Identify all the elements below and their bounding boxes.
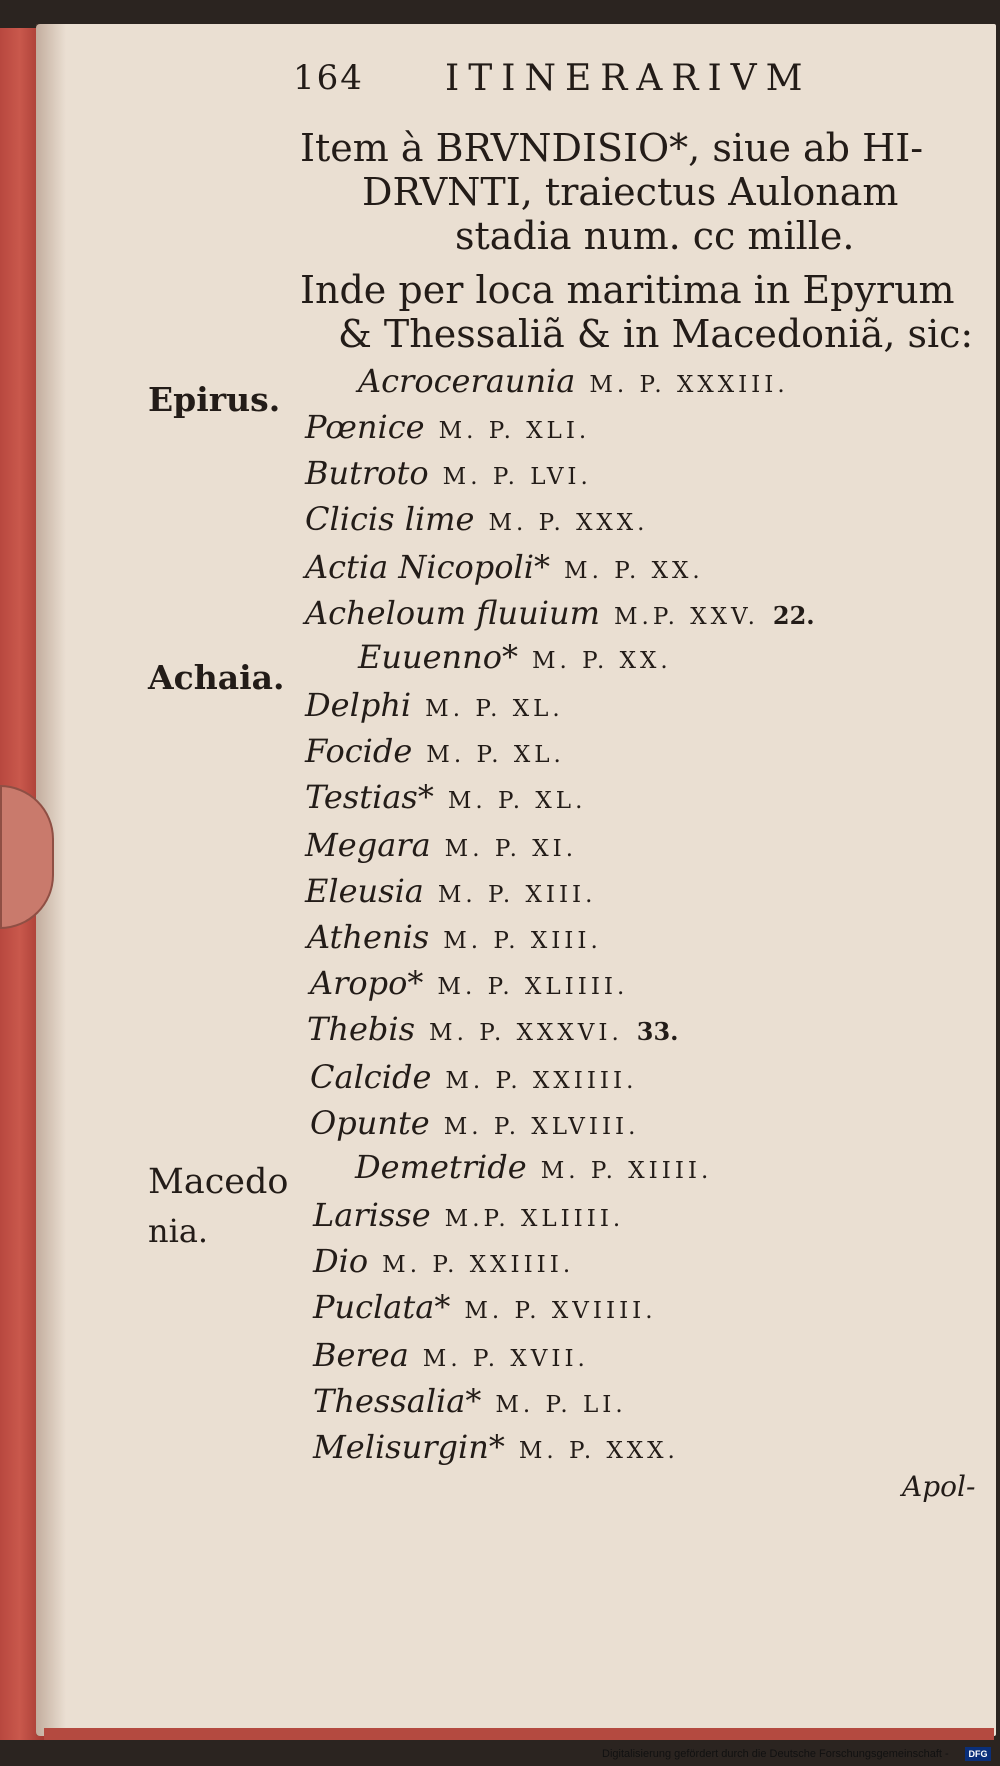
itinerary-entry — [313, 1382, 627, 1420]
intro-line: & Thessaliã & in Macedoniã, sic: — [338, 312, 974, 356]
dfg-logo: DFG — [965, 1747, 991, 1761]
place-name: Thebis — [307, 1010, 416, 1048]
distance: M. P. XXX. — [488, 510, 649, 536]
itinerary-entry — [310, 964, 628, 1002]
margin-note: 33. — [636, 1017, 679, 1046]
place-name: Megara — [305, 826, 431, 864]
place-name: Focide — [305, 732, 413, 770]
place-name: Dio — [313, 1242, 369, 1280]
distance: M. P. XIII. — [443, 928, 602, 954]
distance: M.P. XXV. — [613, 604, 759, 630]
intro-line: DRVNTI, traiectus Aulonam — [362, 170, 899, 214]
region-label-macedonia: Macedo — [148, 1162, 289, 1202]
place-name: Calcide — [310, 1058, 432, 1096]
distance: M.P. XLIIII. — [444, 1206, 625, 1232]
page-number: 164 — [293, 58, 364, 98]
place-name: Aropo* — [310, 964, 424, 1002]
intro-line: Inde per loca maritima in Epyrum — [300, 268, 955, 312]
place-name: Delphi — [305, 686, 412, 724]
distance: M. P. XL. — [425, 696, 564, 722]
itinerary-entry — [313, 1336, 589, 1374]
itinerary-entry — [355, 1148, 712, 1186]
itinerary-entry — [305, 732, 565, 770]
distance: M. P. XX. — [564, 558, 704, 584]
distance: M. P. XXIIII. — [382, 1252, 575, 1278]
itinerary-entry — [305, 686, 564, 724]
itinerary-entry — [310, 1058, 637, 1096]
bottom-red-edge — [44, 1728, 994, 1740]
itinerary-entry — [305, 500, 649, 538]
distance: M. P. XLVIII. — [443, 1114, 640, 1140]
distance: M. P. XI. — [444, 836, 578, 862]
region-label-achaia: Achaia. — [148, 658, 285, 697]
itinerary-entry — [307, 1010, 679, 1048]
place-name: Thessalia* — [313, 1382, 482, 1420]
itinerary-entry — [305, 778, 586, 816]
distance: M. P. XXXIII. — [589, 372, 789, 398]
distance: M. P. XL. — [447, 788, 587, 814]
distance: M. P. XIIII. — [540, 1158, 713, 1184]
itinerary-entry — [313, 1288, 657, 1326]
place-name: Euuenno* — [358, 638, 518, 676]
place-name: Eleusia — [305, 872, 424, 910]
place-name: Testias* — [305, 778, 434, 816]
place-name: Acroceraunia — [358, 362, 576, 400]
digitization-credit: Digitalisierung gefördert durch die Deutsche Forschungsgemeinschaft - — [602, 1748, 949, 1760]
distance: M. P. XXX. — [518, 1438, 679, 1464]
place-name: Opunte — [310, 1104, 430, 1142]
place-name: Puclata* — [313, 1288, 451, 1326]
region-label-macedonia-cont: nia. — [148, 1212, 209, 1250]
itinerary-entry — [358, 362, 789, 400]
distance: M. P. XVII. — [422, 1346, 589, 1372]
itinerary-entry — [305, 872, 596, 910]
place-name: Acheloum fluuium — [305, 594, 600, 632]
place-name: Berea — [313, 1336, 409, 1374]
margin-note: 22. — [772, 601, 815, 630]
itinerary-entry — [358, 638, 672, 676]
region-label-epirus: Epirus. — [148, 380, 281, 419]
itinerary-entry — [305, 454, 592, 492]
itinerary-entry — [310, 1104, 639, 1142]
distance: M. P. LI. — [495, 1392, 627, 1418]
itinerary-entry — [307, 918, 602, 956]
distance: M. P. XVIIII. — [464, 1298, 657, 1324]
place-name: Actia Nicopoli* — [305, 548, 551, 586]
distance: M. P. XLIIII. — [437, 974, 629, 1000]
distance: M. P. XL. — [426, 742, 565, 768]
distance: M. P. LVI. — [442, 464, 592, 490]
intro-line: Item à BRVNDISIO*, siue ab HI- — [300, 126, 924, 170]
distance: M. P. XXXVI. — [429, 1020, 623, 1046]
itinerary-entry — [305, 408, 590, 446]
place-name: Butroto — [305, 454, 429, 492]
place-name: Pœnice — [305, 408, 425, 446]
distance: M. P. XIII. — [437, 882, 597, 908]
itinerary-entry — [305, 548, 704, 586]
place-name: Demetride — [355, 1148, 527, 1186]
distance: M. P. XLI. — [438, 418, 591, 444]
itinerary-entry — [305, 594, 815, 632]
itinerary-entry — [313, 1428, 679, 1466]
itinerary-entry — [305, 826, 577, 864]
intro-line: stadia num. cc mille. — [455, 214, 855, 258]
itinerary-entry — [313, 1196, 624, 1234]
place-name: Larisse — [313, 1196, 431, 1234]
running-title: ITINERARIVM — [445, 58, 812, 99]
distance: M. P. XXIIII. — [445, 1068, 638, 1094]
catchword: Apol- — [902, 1470, 976, 1503]
place-name: Melisurgin* — [313, 1428, 505, 1466]
itinerary-entry — [313, 1242, 574, 1280]
distance: M. P. XX. — [532, 648, 672, 674]
place-name: Athenis — [307, 918, 430, 956]
place-name: Clicis lime — [305, 500, 475, 538]
